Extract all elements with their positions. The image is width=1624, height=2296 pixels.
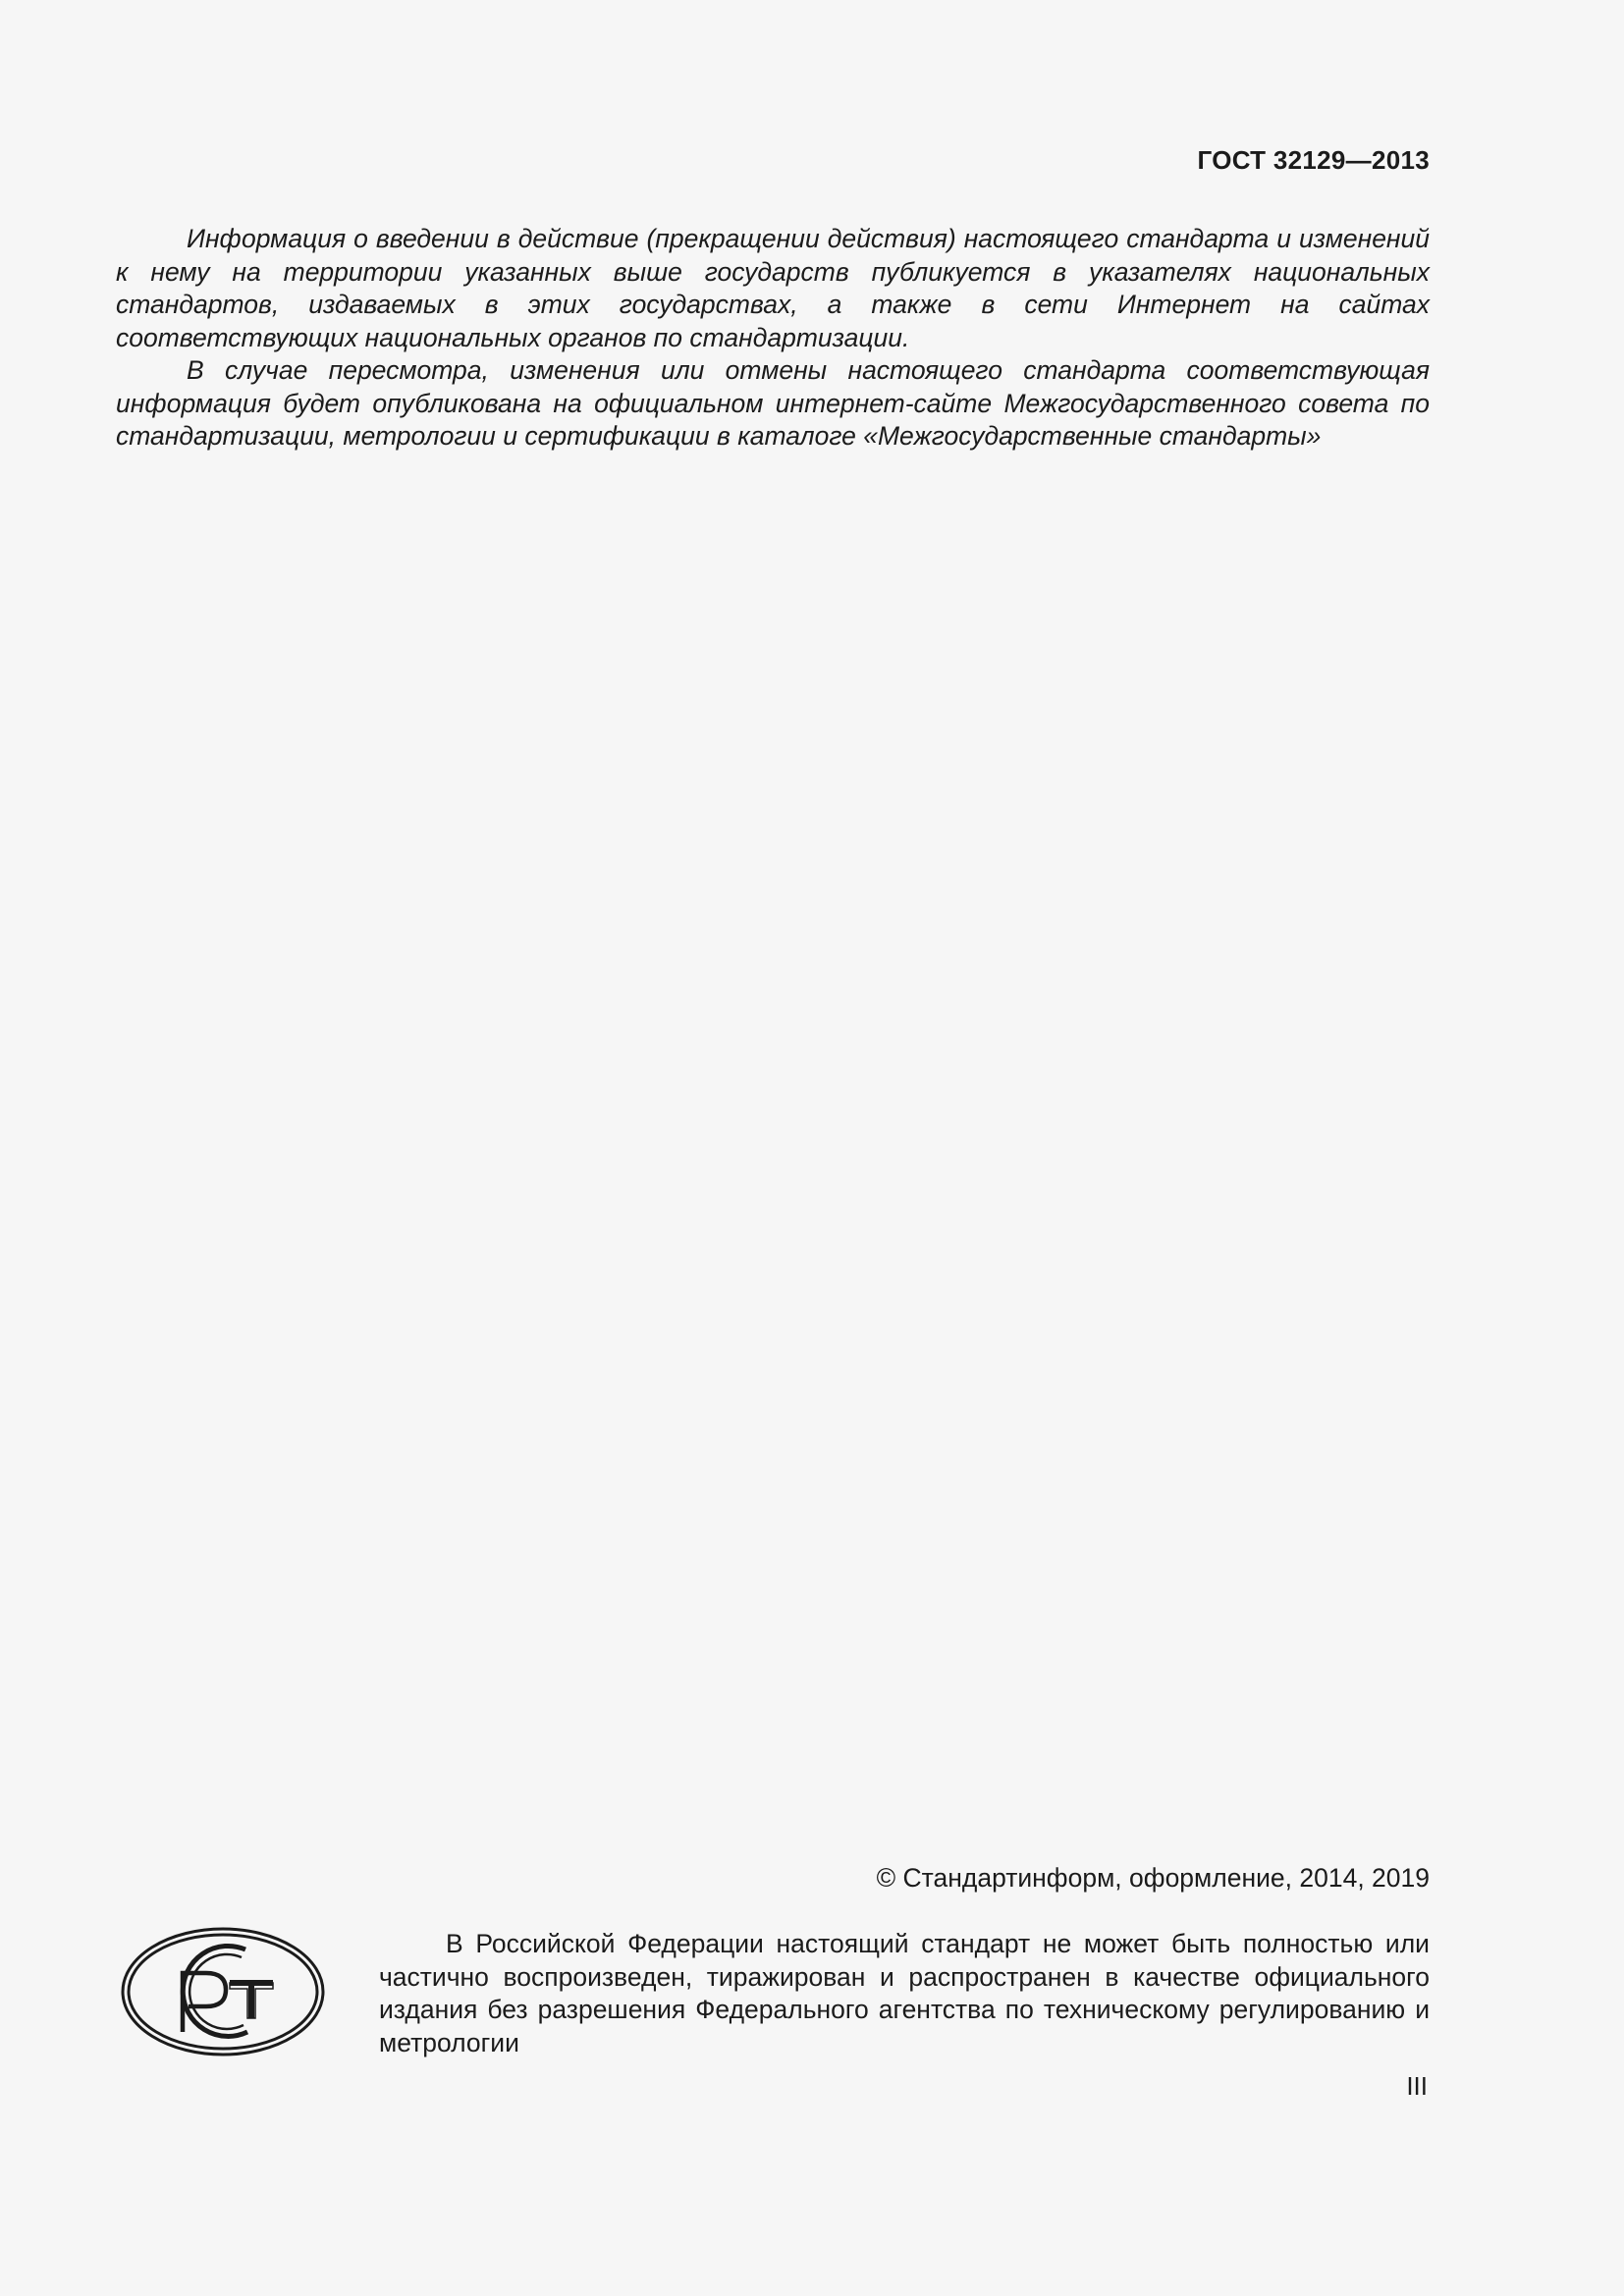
rst-certification-mark-icon bbox=[120, 1926, 326, 2057]
paragraph-introduction-info: Информация о введении в действие (прекращении действия) настоящего стандарта и изменений к нему на территории указанных выше государств публикуется в указателях национальных стандартов, издаваемых в этих государствах, а также в сети Интернет на сайтах соответствующих национальных органов по стандартизации. bbox=[116, 224, 1430, 352]
copyright-line: © Стандартинформ, оформление, 2014, 2019 bbox=[876, 1863, 1430, 1893]
notice-text: В Российской Федерации настоящий стандарт не может быть полностью или частично воспроизведен, тиражирован и распространен в качестве официального издания без разрешения Федерального агентства по техническому регулированию и метрологии bbox=[379, 1929, 1430, 2057]
page-number: III bbox=[1406, 2071, 1428, 2101]
body-text bbox=[116, 223, 1430, 454]
document-id: ГОСТ 32129—2013 bbox=[1197, 145, 1430, 175]
paragraph-revision-info: В случае пересмотра, изменения или отмены настоящего стандарта соответствующая информация будет опубликована на официальном интернет-сайте Межгосударственного совета по стандартизации, метрологии и сертификации в каталоге «Межгосударственные стандарты» bbox=[116, 355, 1430, 451]
copyright-notice bbox=[379, 1928, 1430, 2059]
